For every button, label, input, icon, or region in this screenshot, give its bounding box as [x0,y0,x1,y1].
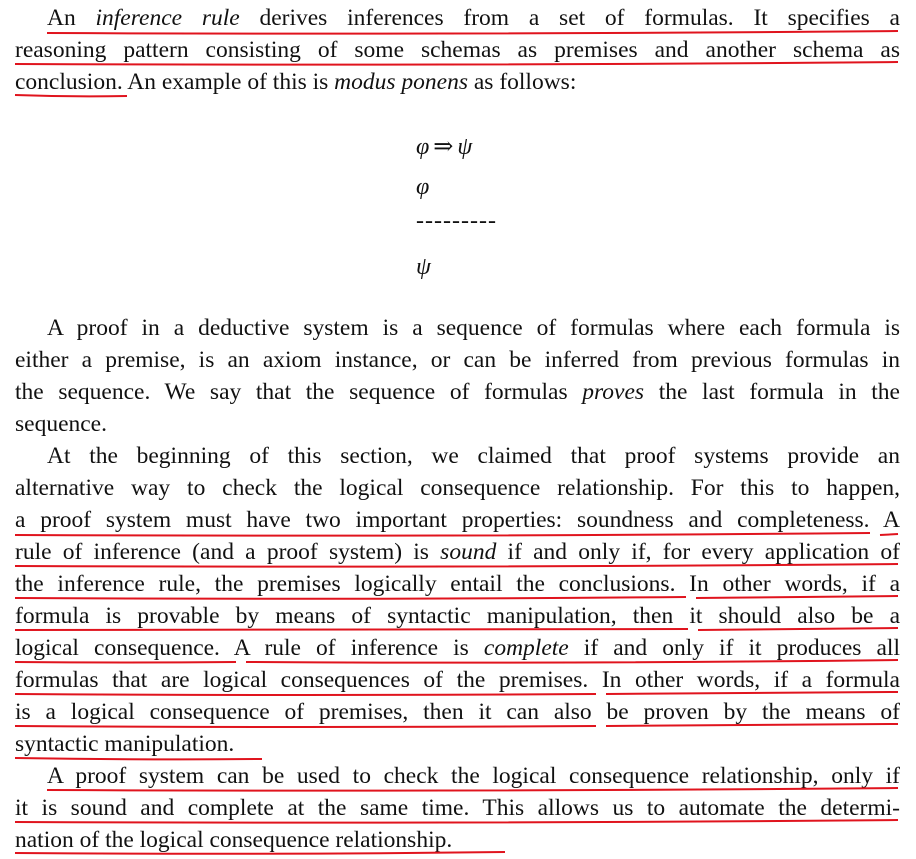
text-span: logical consequence. A rule of inference is [15,635,484,661]
text-span: if and only if, for every application of [496,539,900,565]
formula-phi: φ [416,134,430,160]
term-inference-rule: inference rule [95,5,240,31]
paragraph-3-line-3: a proof system must have two important properties: soundness and completeness. A [15,507,900,533]
text-span: rule of inference (and a proof system) is [15,539,441,565]
text-span: if and only if it produces all [568,635,900,661]
term-proves: proves [582,379,645,405]
formula-conclusion: ψ [416,254,431,280]
paragraph-4-line-3: nation of the logical consequence relationship. [15,827,453,853]
paragraph-3-line-1: At the beginning of this section, we claimed that proof systems provide an [47,443,900,469]
paragraph-4-line-1: A proof system can be used to check the logical consequence relationship, only if [47,763,900,789]
text-span: the sequence. We say that the sequence of formulas [15,379,583,405]
paragraph-3-line-6: formula is provable by means of syntactic manipulation, then it should also be a [15,603,900,629]
formula-separator: --------- [416,208,497,234]
paragraph-1-line-1 [15,2,900,34]
paragraph-2-line-4: sequence. [15,411,107,437]
paragraph-3-line-2: alternative way to check the logical consequence relationship. For this to happen, [15,475,900,501]
paragraph-2-line-1: A proof in a deductive system is a sequence of formulas where each formula is [47,315,900,341]
paragraph-3-line-8: formulas that are logical consequences of the premises. In other words, if a formula [15,667,900,693]
text-span: derives inferences from a set of formulas. It specifies a [239,5,900,31]
text-span: conclusion. An example of this is [15,69,335,95]
term-modus-ponens: modus ponens [334,69,468,95]
paragraph-2-line-3 [15,376,900,408]
paragraph-3-line-10: syntactic manipulation. [15,731,235,757]
paragraph-1-line-2: reasoning pattern consisting of some schemas as premises and another schema as [15,37,900,63]
text-span: the last formula in the [644,379,900,405]
formula-premise-1 [416,131,472,163]
paragraph-3-line-7 [15,632,900,664]
term-complete: complete [483,635,569,661]
formula-psi: ψ [457,134,473,160]
paragraph-3-line-5: the inference rule, the premises logically entail the conclusions. In other words, if a [15,571,900,597]
paragraph-3-line-4 [15,536,900,568]
paragraph-3-line-9: is a logical consequence of premises, then it can also be proven by the means of [15,699,900,725]
text-span: An [47,5,96,31]
implies-symbol: ⇒ [433,134,454,160]
text-span: as follows: [468,69,577,95]
paragraph-2-line-2: either a premise, is an axiom instance, or can be inferred from previous formulas in [15,347,900,373]
paragraph-4-line-2: it is sound and complete at the same time. This allows us to automate the determi- [15,795,900,821]
formula-premise-2: φ [416,174,430,200]
term-sound: sound [440,539,497,565]
paragraph-1-line-3 [15,66,900,98]
